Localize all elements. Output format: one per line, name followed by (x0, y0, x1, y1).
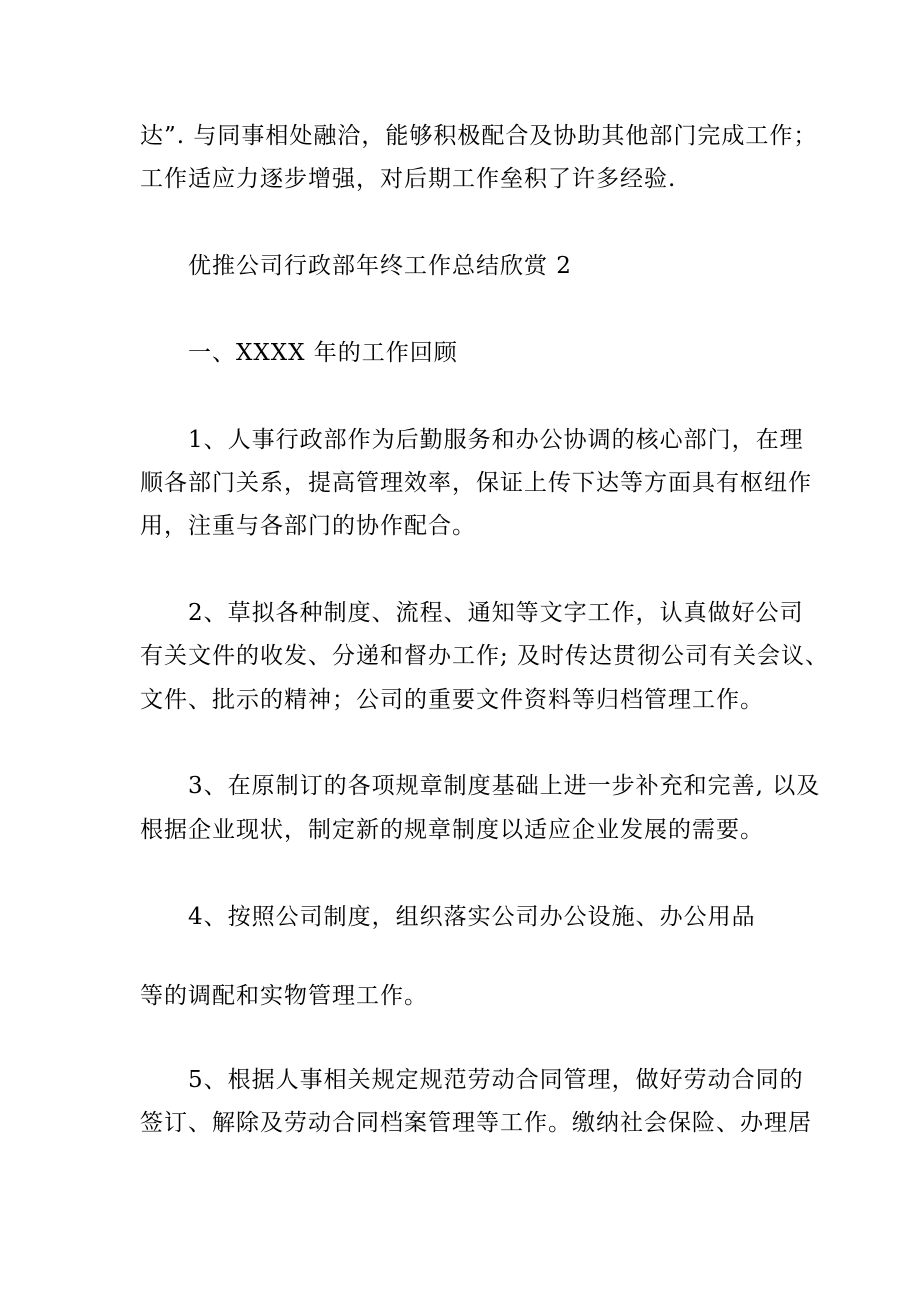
item-3-line-1: 3、在原制订的各项规章制度基础上进一步补充和完善, 以及 (188, 773, 821, 799)
item-3-line-2: 根据企业现状，制定新的规章制度以适应企业发展的需要。 (140, 817, 764, 843)
section-heading: 一、XXXX 年的工作回顾 (188, 340, 458, 366)
item-2-line-2: 有关文件的收发、分递和督办工作; 及时传达贯彻公司有关会议、 (140, 643, 830, 669)
item-4-line-2: 等的调配和实物管理工作。 (140, 983, 428, 1009)
item-1-line-1: 1、人事行政部作为后勤服务和办公协调的核心部门，在理 (188, 427, 804, 453)
item-4-line-1: 4、按照公司制度，组织落实公司办公设施、办公用品 (188, 904, 756, 930)
continuation-line-2: 工作适应力逐步增强，对后期工作垒积了许多经验. (140, 166, 677, 192)
document-title: 优推公司行政部年终工作总结欣赏 2 (188, 253, 572, 279)
item-5-line-1: 5、根据人事相关规定规范劳动合同管理，做好劳动合同的 (188, 1067, 804, 1093)
item-2-line-3: 文件、批示的精神；公司的重要文件资料等归档管理工作。 (140, 687, 764, 713)
item-1-line-3: 用，注重与各部门的协作配合。 (140, 513, 476, 539)
item-1-line-2: 顺各部门关系，提高管理效率，保证上传下达等方面具有枢纽作 (140, 470, 812, 496)
continuation-line-1: 达”. 与同事相处融洽，能够积极配合及协助其他部门完成工作； (140, 123, 818, 149)
item-2-line-1: 2、草拟各种制度、流程、通知等文字工作，认真做好公司 (188, 600, 804, 626)
item-5-line-2: 签订、解除及劳动合同档案管理等工作。缴纳社会保险、办理居 (140, 1110, 812, 1136)
